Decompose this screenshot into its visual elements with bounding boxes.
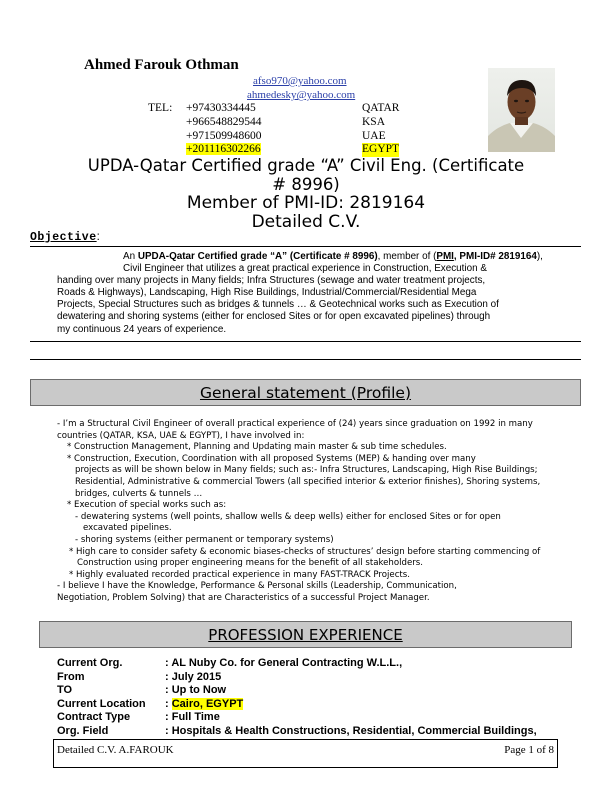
- experience-details: [57, 657, 567, 739]
- footer-document-title: Detailed C.V. A.FAROUK: [57, 744, 174, 756]
- experience-value: July 2015: [171, 670, 222, 683]
- profile-line: excavated pipelines.: [83, 523, 172, 534]
- objective-rule-top: [30, 246, 581, 247]
- profile-line: * Construction, Execution, Coordination with all proposed Systems (MEP) & handing over many: [67, 453, 476, 464]
- experience-value-highlighted: Cairo, EGYPT: [171, 697, 244, 710]
- objective-intro: An: [123, 251, 138, 262]
- email-link-2[interactable]: ahmedesky@yahoo.com: [247, 89, 356, 101]
- experience-row: [57, 698, 567, 712]
- general-statement-body: [57, 419, 567, 605]
- experience-value: Hospitals & Health Constructions, Residential, Commercial Buildings,: [171, 724, 537, 737]
- phone-row: [186, 116, 416, 130]
- objective-rule-mid: [30, 341, 581, 342]
- objective-colon: :: [96, 231, 100, 243]
- phone-list: [186, 102, 416, 157]
- title-line-2: # 8996): [272, 174, 340, 194]
- experience-value: Up to Now: [171, 684, 227, 697]
- profile-line: projects as will be shown below in Many fields; such as:- Infra Structures, Landscaping, High Rise Buildings;: [75, 465, 538, 476]
- experience-label: Org. Field: [57, 724, 109, 737]
- experience-row: [57, 657, 567, 671]
- objective-member: , member of (: [377, 251, 437, 262]
- experience-row: [57, 711, 567, 725]
- phone-country: QATAR: [362, 102, 400, 114]
- objective-text: [57, 251, 557, 336]
- page-footer: [53, 739, 558, 768]
- phone-number-highlighted: +201116302266: [186, 143, 261, 156]
- experience-label: Contract Type: [57, 711, 131, 724]
- experience-row: [57, 725, 567, 739]
- experience-label: Current Org.: [57, 657, 123, 669]
- profile-line: - I believe I have the Knowledge, Performance & Personal skills (Leadership, Communication,: [57, 581, 457, 592]
- objective-line: dewatering and shoring systems (either for enclosed Sites or for open excavated pipelines) through: [57, 311, 491, 323]
- general-statement-title: General statement (Profile): [199, 383, 412, 402]
- objective-heading: [30, 231, 100, 244]
- footer-page-number: Page 1 of 8: [504, 744, 554, 756]
- profile-line: bridges, culverts & tunnels …: [75, 488, 203, 499]
- profile-line: Negotiation, Problem Solving) that are Characteristics of a successful Project Manager.: [57, 592, 430, 603]
- person-portrait-icon: [488, 68, 555, 152]
- phone-number: +966548829544: [186, 115, 262, 128]
- profile-line: - shoring systems (either permanent or temporary systems): [75, 534, 334, 545]
- title-line-4: Detailed C.V.: [251, 211, 361, 232]
- profile-line: * Construction Management, Planning and Updating main master & sub time schedules.: [67, 442, 447, 453]
- objective-rule-bottom: [30, 359, 581, 360]
- experience-sep: :: [165, 711, 172, 724]
- profession-experience-heading: [39, 621, 572, 648]
- objective-label: Objective: [30, 231, 97, 244]
- phone-country: UAE: [362, 129, 386, 142]
- tel-label: TEL:: [148, 102, 173, 114]
- profile-photo: [488, 68, 555, 152]
- phone-number: +971509948600: [186, 129, 262, 142]
- experience-sep: :: [165, 670, 172, 683]
- experience-row: [57, 671, 567, 685]
- experience-label: From: [57, 670, 85, 683]
- title-line-3: Member of PMI-ID: 2819164: [186, 193, 426, 213]
- experience-label: Current Location: [57, 697, 146, 710]
- profile-line: - I’m a Structural Civil Engineer of overall practical experience of (24) years since graduation on 1992 in many: [57, 419, 533, 429]
- objective-line: handing over many projects in Many fields; Infra Structures (sewage and water treatment projects,: [57, 275, 486, 287]
- profile-line: countries (QATAR, KSA, UAE & EGYPT), I have involved in:: [57, 430, 305, 441]
- experience-value: Full Time: [171, 711, 220, 724]
- phone-number: +97430334445: [186, 102, 256, 114]
- objective-line: Roads & Highways), Landscaping, High Rise Buildings, Industrial/Commercial/Residential Mega: [57, 287, 477, 299]
- objective-text-1: ), Civil Engineer that utilizes a great practical experience in Construction, Execution &: [123, 251, 543, 275]
- objective-line: [57, 251, 557, 275]
- experience-value: AL Nuby Co. for General Contracting W.L.L.,: [171, 657, 403, 669]
- title-block: [40, 157, 572, 231]
- objective-line: Projects, Special Structures such as bridges & tunnels … & Geotechnical works such as Execution of: [57, 299, 499, 311]
- email-link-1[interactable]: afso970@yahoo.com: [253, 75, 347, 87]
- objective-cert: UPDA-Qatar Certified grade “A” (Certificate # 8996): [137, 251, 378, 262]
- profile-line: * High care to consider safety & economic biases-checks of structures’ design before starting commencing of: [69, 546, 541, 557]
- candidate-name: Ahmed Farouk Othman: [84, 57, 239, 73]
- objective-pmi-id: , PMI-ID# 2819164: [453, 251, 537, 262]
- phone-country: KSA: [362, 115, 386, 128]
- objective-line: my continuous 24 years of experience.: [57, 323, 227, 335]
- profile-line: Construction using proper engineering means for the benefit of all stakeholders.: [77, 558, 423, 569]
- experience-sep: :: [165, 697, 172, 710]
- profile-line: * Highly evaluated recorded practical experience in many FAST-TRACK Projects.: [69, 569, 411, 580]
- objective-pmi: PMI: [436, 251, 454, 262]
- profile-line: Residential, Administrative & commercial Towers (all specified interior & exterior finishes), Shoring systems,: [75, 476, 541, 487]
- title-line-1: UPDA-Qatar Certified grade “A” Civil Eng. (Certificate: [87, 156, 525, 175]
- phone-row: [186, 102, 416, 116]
- profession-experience-title: PROFESSION EXPERIENCE: [208, 625, 403, 644]
- experience-sep: :: [165, 657, 172, 669]
- profile-line: - dewatering systems (well points, shallow wells & deep wells) either for enclosed Sites or for open: [75, 511, 501, 522]
- experience-label: TO: [57, 684, 73, 697]
- experience-sep: :: [165, 684, 172, 697]
- general-statement-heading: [30, 379, 581, 406]
- profile-line: * Execution of special works such as:: [67, 500, 227, 511]
- experience-sep: :: [165, 724, 172, 737]
- phone-country-highlighted: EGYPT: [362, 143, 400, 156]
- experience-row: [57, 684, 567, 698]
- phone-row: [186, 130, 416, 144]
